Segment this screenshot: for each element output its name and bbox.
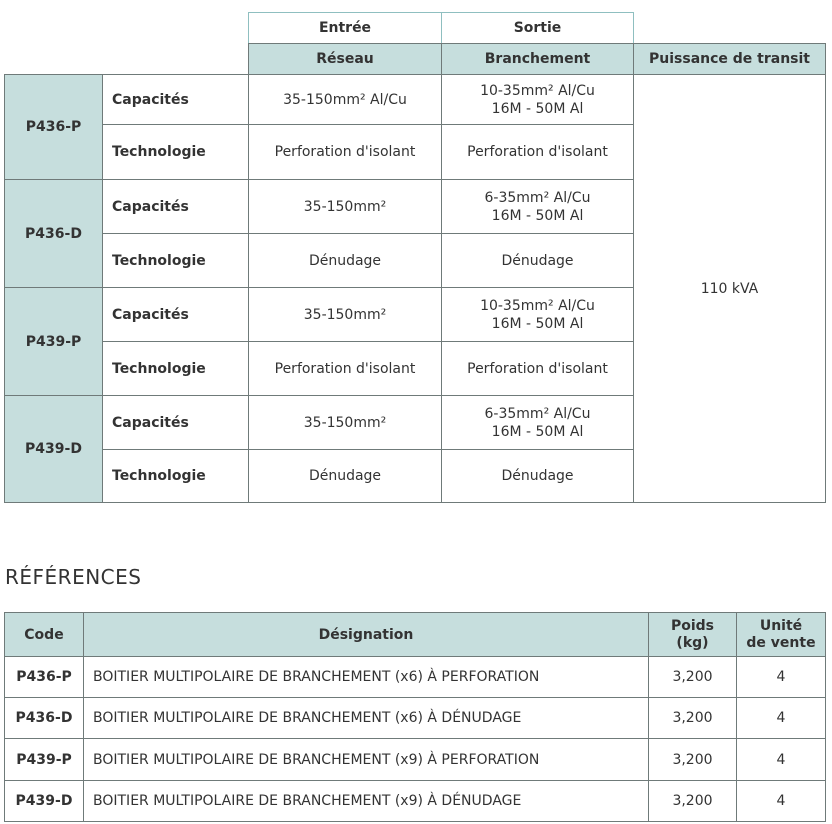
cap-branchement-line1: 10-35mm² Al/Cu [480, 82, 595, 99]
cap-branchement-line2: 16M - 50M Al [491, 207, 584, 224]
product-code: P439-P [4, 287, 103, 396]
cap-reseau: 35-150mm² [248, 287, 442, 342]
references-title: RÉFÉRENCES [5, 565, 142, 589]
capacites-label: Capacités [102, 287, 249, 342]
col-header-poids-line1: Poids [670, 617, 715, 634]
puissance-header: Puissance de transit [633, 43, 826, 75]
cap-reseau: 35-150mm² [248, 179, 442, 234]
col-header-unite-line1: Unité [759, 617, 803, 634]
entree-header: Entrée [248, 12, 442, 44]
row-unite: 4 [736, 780, 826, 822]
row-unite: 4 [736, 656, 826, 698]
row-code: P439-P [4, 738, 84, 781]
technologie-label: Technologie [102, 124, 249, 180]
cap-branchement-line2: 16M - 50M Al [491, 315, 584, 332]
row-poids: 3,200 [648, 697, 737, 739]
tech-branchement: Dénudage [441, 233, 634, 288]
branchement-header: Branchement [441, 43, 634, 75]
tech-branchement: Dénudage [441, 449, 634, 503]
row-designation: BOITIER MULTIPOLAIRE DE BRANCHEMENT (x9) À DÉNUDAGE [83, 780, 649, 822]
reseau-header: Réseau [248, 43, 442, 75]
row-poids: 3,200 [648, 780, 737, 822]
capacites-label: Capacités [102, 179, 249, 234]
cap-branchement [441, 74, 634, 125]
tech-reseau: Dénudage [248, 233, 442, 288]
cap-branchement-line1: 6-35mm² Al/Cu [484, 405, 591, 422]
product-code: P439-D [4, 395, 103, 503]
technologie-label: Technologie [102, 233, 249, 288]
product-code: P436-D [4, 179, 103, 288]
puissance-value: 110 kVA [633, 74, 826, 503]
row-designation: BOITIER MULTIPOLAIRE DE BRANCHEMENT (x6) À PERFORATION [83, 656, 649, 698]
technologie-label: Technologie [102, 341, 249, 396]
col-header-designation: Désignation [83, 612, 649, 657]
cap-branchement-line2: 16M - 50M Al [491, 100, 584, 117]
cap-branchement-line1: 6-35mm² Al/Cu [484, 189, 591, 206]
tech-reseau: Dénudage [248, 449, 442, 503]
row-designation: BOITIER MULTIPOLAIRE DE BRANCHEMENT (x6) À DÉNUDAGE [83, 697, 649, 739]
cap-branchement-line1: 10-35mm² Al/Cu [480, 297, 595, 314]
col-header-poids [648, 612, 737, 657]
col-header-unite [736, 612, 826, 657]
row-code: P439-D [4, 780, 84, 822]
cap-branchement-line2: 16M - 50M Al [491, 423, 584, 440]
cap-branchement [441, 287, 634, 342]
row-unite: 4 [736, 738, 826, 781]
sortie-header: Sortie [441, 12, 634, 44]
row-designation: BOITIER MULTIPOLAIRE DE BRANCHEMENT (x9) À PERFORATION [83, 738, 649, 781]
capacites-label: Capacités [102, 395, 249, 450]
row-poids: 3,200 [648, 738, 737, 781]
product-code: P436-P [4, 74, 103, 180]
col-header-unite-line2: de vente [746, 634, 816, 651]
row-unite: 4 [736, 697, 826, 739]
technologie-label: Technologie [102, 449, 249, 503]
capacites-label: Capacités [102, 74, 249, 125]
row-code: P436-D [4, 697, 84, 739]
col-header-poids-line2: (kg) [676, 634, 709, 651]
row-poids: 3,200 [648, 656, 737, 698]
row-code: P436-P [4, 656, 84, 698]
tech-reseau: Perforation d'isolant [248, 124, 442, 180]
tech-reseau: Perforation d'isolant [248, 341, 442, 396]
cap-reseau: 35-150mm² [248, 395, 442, 450]
col-header-code: Code [4, 612, 84, 657]
cap-branchement [441, 179, 634, 234]
tech-branchement: Perforation d'isolant [441, 124, 634, 180]
cap-reseau: 35-150mm² Al/Cu [248, 74, 442, 125]
tech-branchement: Perforation d'isolant [441, 341, 634, 396]
cap-branchement [441, 395, 634, 450]
